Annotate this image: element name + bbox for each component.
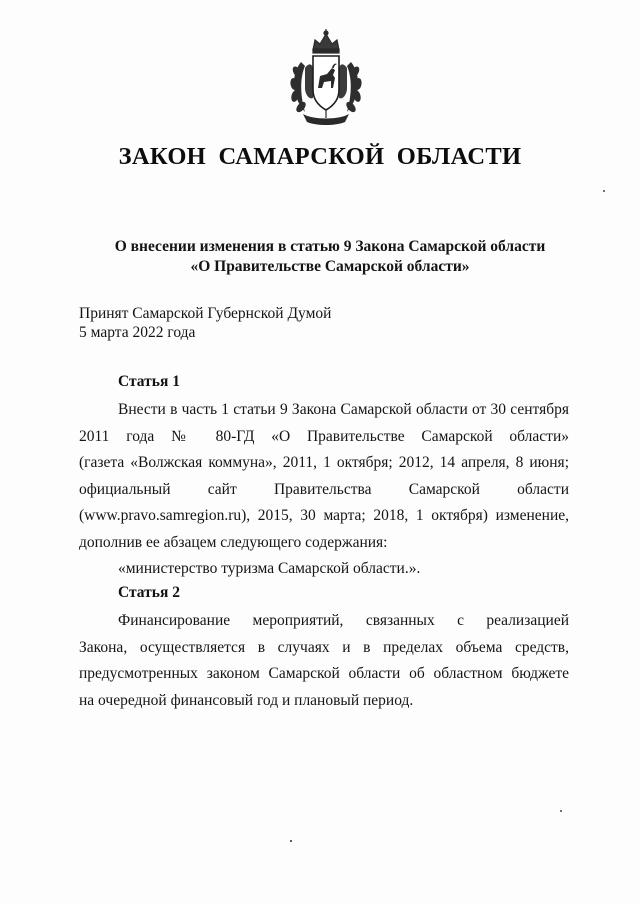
law-subject-line-1: О внесении изменения в статью 9 Закона Самарской области bbox=[114, 238, 546, 255]
article-2-text bbox=[79, 608, 569, 714]
article-1-line-3: (газета «Волжская коммуна», 2011, 1 октября; 2012, 14 апреля, 8 июня; bbox=[79, 454, 569, 471]
article-1-line-1: Внести в часть 1 статьи 9 Закона Самарской области от 30 сентября bbox=[118, 401, 569, 418]
article-1-line-2: 2011 года № 80-ГД «О Правительстве Самарской области» bbox=[79, 427, 569, 445]
scan-speck bbox=[560, 810, 562, 812]
article-1-line-4: официальный сайт Правительства Самарской области bbox=[79, 480, 569, 498]
article-1-line-6: дополнив ее абзацем следующего содержания: bbox=[79, 533, 388, 551]
adoption-info bbox=[79, 304, 331, 342]
article-2-line-4: на очередной финансовый год и плановый период. bbox=[79, 691, 414, 709]
article-1-line-5: (www.pravo.samregion.ru), 2015, 30 марта; 2018, 1 октября) изменение, bbox=[79, 507, 569, 524]
law-title: ЗАКОН САМАРСКОЙ ОБЛАСТИ bbox=[118, 143, 522, 170]
adoption-body: Принят Самарской Губернской Думой bbox=[79, 305, 332, 322]
article-2-line-3: предусмотренных законом Самарской области об областном бюджете bbox=[79, 665, 569, 682]
samara-coat-of-arms-icon bbox=[283, 28, 369, 128]
scan-speck bbox=[603, 190, 605, 192]
law-subject-line-2: «О Правительстве Самарской области» bbox=[190, 258, 470, 275]
article-2-line-2: Закона, осуществляется в случаях и в пределах объема средств, bbox=[79, 638, 569, 656]
article-1-text bbox=[79, 397, 569, 556]
law-subject bbox=[0, 237, 640, 277]
adoption-date: 5 марта 2022 года bbox=[79, 324, 196, 341]
article-1-quote: «министерство туризма Самарской области.». bbox=[118, 560, 421, 577]
article-1-heading: Статья 1 bbox=[118, 373, 180, 390]
article-2-line-1: Финансирование мероприятий, связанных с реализацией bbox=[118, 612, 569, 629]
scan-speck bbox=[290, 840, 292, 842]
article-2-heading: Статья 2 bbox=[118, 584, 180, 601]
